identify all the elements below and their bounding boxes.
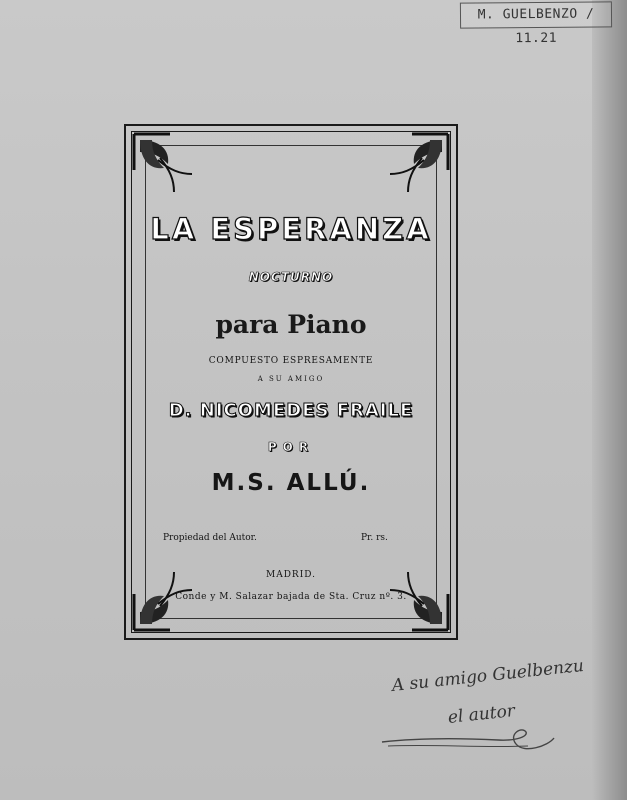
genre-label: NOCTURNO (248, 270, 334, 284)
publisher-address: Conde y M. Salazar bajada de Sta. Cruz nº. 3. (175, 592, 407, 602)
property-note: Propiedad del Autor. (163, 533, 257, 543)
by-label: POR (267, 440, 315, 454)
price-note: Pr. rs. (361, 533, 388, 543)
friend-line: A SU AMIGO (257, 375, 325, 383)
catalog-stamp: M. GUELBENZO / 11.21 (460, 1, 612, 28)
corner-ornament-top-left (130, 130, 200, 200)
composed-line: COMPUESTO ESPRESAMENTE (208, 356, 374, 366)
dedicatee-name: D. NICOMEDES FRAILE (168, 400, 414, 421)
author-name: M.S. ALLÚ. (211, 470, 371, 496)
cover-title: LA ESPERANZA (150, 212, 432, 246)
handwritten-signature: el autor (446, 701, 516, 728)
instrument-label: para Piano (215, 310, 367, 339)
publisher-city: MADRID. (265, 570, 317, 580)
corner-ornament-top-right (382, 130, 452, 200)
signature-flourish (378, 724, 558, 758)
page-edge (592, 0, 627, 800)
handwritten-dedication: A su amigo Guelbenzu (390, 655, 585, 696)
